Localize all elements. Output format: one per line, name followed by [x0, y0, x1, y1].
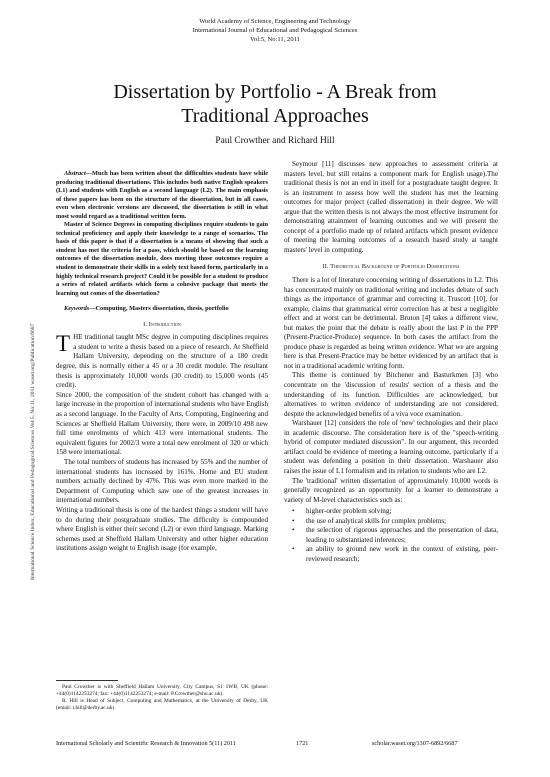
header-line-3: Vol:5, No:11, 2011 — [250, 35, 300, 43]
section-1-number: I. — [143, 320, 147, 328]
title-line-1: Dissertation by Portfolio - A Break from — [113, 81, 437, 103]
paper-title — [40, 80, 510, 128]
intro-paragraph-2: Since 2000, the composition of the student cohort has changed with a large increase in the proportion of international students who have English as a second language. In the Faculty of Arts, Computing, Engineering and Sciences at Sheffield Hallam University, there were, in 2009/10 498 new full time enrolments of which 413 were international students. The equivalent figures for 2002/3 were a total new enrolment of 320 or which 158 were international. — [56, 390, 268, 457]
section-1-title: Introduction — [148, 320, 181, 328]
list-item: • higher-order problem solving; — [292, 507, 392, 516]
right-paragraph-5: The 'traditional' written dissertation of approximately 10,000 words is generally recognized as an opportunity for a learner to demonstrate a variety of M-level characteristics such as: — [284, 476, 498, 504]
drop-cap: T — [56, 331, 71, 357]
right-paragraph-4: Warshauer [12] considers the role of 'new' technologies and their place in academic discourse. The consideration here is of the "speech-writing hybrid of computer mediated discussion". In our argument, this recorded artifact could be evidence of meeting a learning outcome, particularly if a student was defending a position in their dissertation. Warshauer also raises the issue of L1 formalism and its relation to students who are L2. — [284, 419, 498, 475]
footer-url: scholar.waset.org/1307-6892/6687 — [372, 740, 458, 747]
list-item: • the use of analytical skills for complex problems; — [292, 516, 447, 525]
abstract-paragraph-2 — [56, 221, 268, 298]
authors: Paul Crowther and Richard Hill — [215, 136, 335, 146]
abstract-label: Abstract — [64, 170, 86, 177]
bullet-icon: • — [292, 516, 295, 525]
bullet-icon: • — [292, 526, 295, 535]
right-paragraph-2: There is a lot of literature concerning writing of dissertations in L2. This has concentrated mainly on traditional writing and includes debate of such things as the importance of grammar and correcting it. Truscott [10], for example, claims that grammatical error correction has at best a negligible effect and at worst can be detrimental. Bruton [4] takes a different view, but makes the point that the debate is really about the last P in the PPP (Present-Practice-Produce) sequence. In both cases the artifact from the produce phase is regarded as being written evidence. What we are arguing here is that Present-Practice may be better evidenced by an artifact that is not in a traditional academic writing form. — [284, 276, 498, 370]
abstract-text: —Much has been written about the difficulties students have while producing traditional dissertations. This includes both native English speakers (L1) and students with English as a second language (L2). The main emphasis of these papers has been on the structure of the dissertation, but in all cases, even when electronic versions are discussed, the dissertation is still in what most would regard as a traditional written form. — [56, 170, 268, 220]
keywords-label: Keywords — [64, 305, 90, 313]
keywords-paragraph — [56, 305, 268, 314]
footer-journal: International Scholarly and Scientific Research & Innovation 5(11) 2011 — [56, 740, 236, 747]
right-paragraph-3: This theme is continued by Bitchener and Basturkmen [3] who concentrate on the 'discussion of results' section of a thesis and the understanding of its function. Difficulties are acknowledged, but alternatives to written evidence of understanding are not considered, despite the acknowledged benefits of a viva voce examination. — [284, 371, 498, 418]
right-column — [284, 160, 498, 564]
journal-header — [0, 18, 550, 44]
section-2-title: Theoretical Background of Portfolio Dissertations — [330, 263, 460, 271]
list-item: • the selection of rigorous approaches and the presentation of data, leading to substantiated inferences; — [292, 526, 498, 544]
intro-paragraph-1 — [56, 333, 268, 391]
intro-paragraph-3: The total numbers of students has increased by 55% and the number of international students has increased by 161%. Home and EU student numbers actually declined by 47%. This was even more marked in the Department of Computing which saw one of the greatest increases in international numbers. — [56, 458, 268, 505]
abstract-text-2: Master of Science Degrees in computing disciplines require students to gain technical proficiency and apply their knowledge to a range of scenarios. The basis of this paper is that if a dissertation is a means of showing that such a student has met the criteria for a pass, which should be based on the learning outcomes of the dissertation module, does meeting those outcomes require a student to demonstrate their skills in a solely text based form, particularly in a highly technical research project? Could it be possible for a student to produce a series of related artifacts which form a cohesive package that meets the learning out comes of the dissertation? — [56, 221, 268, 297]
bullet-icon: • — [292, 545, 295, 554]
footnote-rule — [56, 680, 118, 681]
intro-paragraph-4: Writing a traditional thesis is one of the hardest things a student will have to do during their postgraduate studies. The difficulty is compounded where English is either their second (L2) or even third language. Marking schemes used at Sheffield Hallam University and other higher education institutions assign weight to English usage (for example, — [56, 505, 268, 553]
section-2-heading — [284, 262, 498, 272]
keywords-text: —Computing, Masters dissertation, thesis, portfolio — [89, 305, 229, 313]
section-1-body — [56, 333, 268, 554]
left-column — [56, 170, 268, 554]
list-item: • an ability to ground new work in the context of existing, peer-reviewed research; — [292, 545, 498, 563]
section-1-heading — [56, 321, 268, 330]
footnote-1: Paul Crowther is with Sheffield Hallam University, City Campus, S1 1WB, UK (phone: +44(0)1142253274; fax: +44(0)1142253274; e-mail: P.Crowther@shu.ac.uk). — [56, 684, 268, 698]
header-line-2: International Journal of Educational and Pedagogical Sciences — [192, 26, 358, 34]
sidebar-text: International Science Index, Educational and Pedagogical Sciences Vol:5, No:11, 2011 waset.org/Publication/6687 — [30, 323, 36, 580]
title-line-2: Traditional Approaches — [181, 105, 369, 127]
intro-p1-text: HE traditional taught MSc degree in computing disciplines requires a student to write a thesis based on a piece of research. At Sheffield Hallam University, depending on the structure of a 180 credit degree, this is normally either a 45 or a 30 credit module. The resultant thesis is approximately 10,000 words (30 credit) to 15,000 words (45 credit). — [56, 333, 268, 390]
footnotes — [56, 684, 268, 712]
footnote-2: R. Hill is Head of Subject, Computing and Mathematics, at the University of Derby, UK (email: r.hill@derby.ac.uk). — [56, 698, 268, 712]
abstract-paragraph — [56, 170, 268, 221]
index-sidebar — [30, 140, 46, 580]
characteristics-list — [284, 507, 498, 564]
footer-page-number: 1721 — [296, 740, 309, 747]
header-line-1: World Academy of Science, Engineering and Technology — [199, 18, 351, 25]
section-2-number: II. — [322, 263, 329, 271]
bullet-icon: • — [292, 507, 295, 516]
right-paragraph-1: Seymour [11] discusses new approaches to assessment criteria at masters level, but still retains a component mark for English usage).The traditional thesis is not an end in itself for a postgraduate taught degree. It is an instrument to assess how well the student has met the learning outcomes for major project (called dissertation) in their degree. We will argue that the written thesis is not always the most effective instrument for demonstrating attainment of learning outcomes and we will present the concept of a portfolio made up of related artifacts which present evidence of meeting the learning outcomes of a research based study at taught masters' level in computing. — [284, 160, 498, 254]
